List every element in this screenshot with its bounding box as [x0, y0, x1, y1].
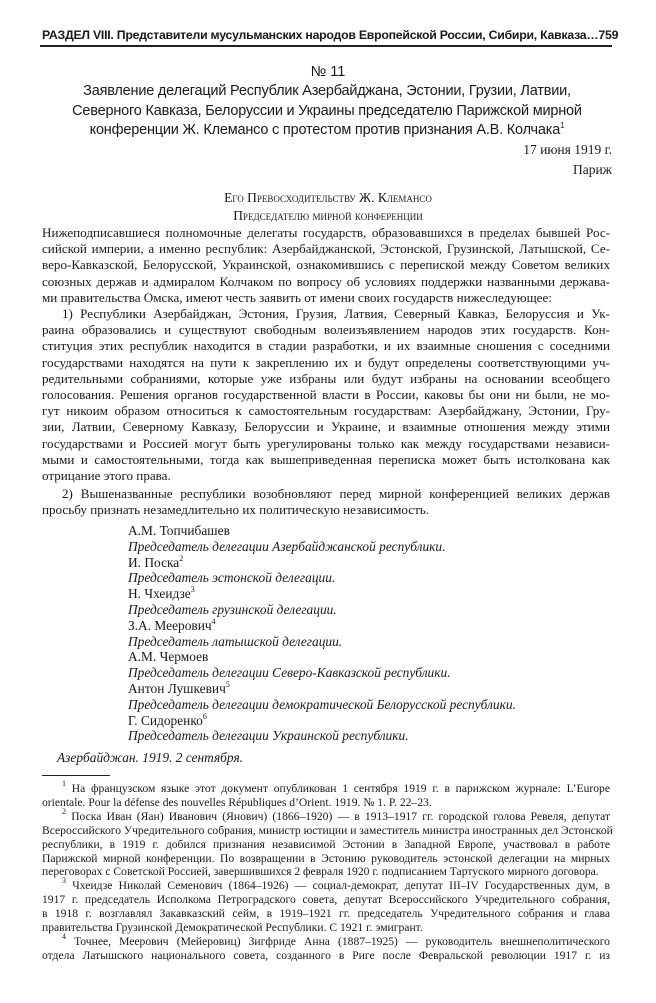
- paragraph-line: веро-Кавказской, Белорусской, Украинской, ознакомившись с перепиской между Советом великих: [42, 257, 610, 273]
- signatory-title: Председатель делегации Северо-Кавказской республики.: [128, 665, 451, 681]
- paragraph-line: ституция этих республик находится в стадии разработки, и их взаимные сношения с соседними: [42, 338, 610, 354]
- document-body: [42, 225, 610, 519]
- footnote-number: 2: [62, 806, 66, 816]
- footnote-number: 1: [62, 779, 66, 788]
- signatory-name-text: Антон Лушкевич: [128, 680, 226, 696]
- paragraph: [42, 486, 610, 518]
- title-line: конференции Ж. Клемансо с протестом против признания А.В. Колчака: [89, 122, 561, 138]
- footnote-ref[interactable]: 4: [211, 616, 216, 626]
- paragraph: [42, 225, 610, 306]
- footnote-text: правительства Грузинской Демократической Республики. С 1921 г. эмигрант.: [42, 921, 423, 935]
- signatory-title: Председатель латышской делегации.: [128, 633, 343, 649]
- paragraph-line: зии, Латвии, Северному Кавказу, Белоруссии и Украине, и взаимные отношения между этими: [42, 419, 610, 435]
- footnote-number: 3: [62, 876, 66, 886]
- document-place: Париж: [572, 162, 612, 177]
- signatory-name: [128, 618, 516, 634]
- footnote-line: [42, 852, 610, 866]
- page-number: 759: [598, 28, 619, 42]
- footnote-text: Всероссийского Учредительного собрания, министр юстиции и заместитель министра иностранных дел Эстонской: [42, 823, 613, 837]
- signatory-title: Председатель делегации Украинской республики.: [128, 728, 409, 744]
- signatory-name: [128, 713, 516, 729]
- paragraph-line: голосования. Решения органов государственной власти в России, каковы бы они ни были, не мо-: [42, 387, 610, 403]
- paragraph-line: государствами и Россией могут быть урегулированы только как между государствами независи-: [42, 435, 610, 451]
- signatory-title: Председатель эстонской делегации.: [128, 570, 336, 586]
- paragraph: [42, 306, 610, 484]
- footnote: [42, 876, 610, 935]
- footnote-number: 4: [62, 931, 66, 941]
- paragraph-line: просьбу признать незамедлительно их политическую независимость.: [42, 502, 430, 518]
- signatory-name-text: З.А. Меерович: [128, 617, 212, 633]
- running-header: [42, 28, 619, 42]
- paragraph-line: отрицание этого права.: [42, 468, 171, 484]
- footnote-line: [42, 893, 610, 907]
- footnote-ref[interactable]: 2: [179, 553, 184, 563]
- signatory-name-text: Н. Чхеидзе: [128, 586, 191, 602]
- paragraph-line: союзных держав и адмиралом Колчаком по вопросу об условиях поддержки названными держава-: [42, 273, 610, 289]
- footnote-ref[interactable]: 1: [560, 121, 565, 130]
- footnote-text: Парижской мирной конференции. По возвращении в Эстонию руководитель эстонской делегации на мирных: [42, 851, 610, 865]
- signatory-title: Председатель делегации демократической Белорусской республики.: [128, 696, 516, 712]
- signatory-name-text: И. Поска: [128, 554, 180, 570]
- paragraph-line: ми правительства Омска, имеют честь заявить от имени своих государств нижеследующее:: [42, 289, 552, 305]
- signatory-title: Председатель грузинской делегации.: [128, 601, 337, 617]
- footnote-text: 1917 г. председатель Исполкома Петроградского совета, депутат Всероссийского Учредительного собрания,: [42, 893, 610, 907]
- footnote-text: республики, в 1919 г. добился признания независимой Эстонии в Западной Европе, участвовал в работе: [42, 837, 610, 851]
- signatory-title: Председатель делегации Азербайджанской республики.: [128, 538, 446, 554]
- footnote-line: [42, 921, 610, 935]
- footnote-line: [42, 865, 610, 879]
- document-title: [40, 82, 614, 141]
- header-rule: [40, 45, 612, 47]
- footnote-text: Поска Иван (Яан) Иванович (Янович) (1866–1920) — в 1913–1917 гг. городской голова Ревеля, депутат: [71, 809, 611, 823]
- paragraph-line: 1) Республики Азербайджан, Эстония, Грузия, Латвия, Северный Кавказ, Белоруссия и Ук-: [62, 306, 610, 322]
- footnote-text: На французском языке этот документ опубликован 1 сентября 1919 г. в парижском журнале: L’Europe: [71, 782, 610, 795]
- document-number: № 11: [310, 64, 346, 80]
- signatory-name: [128, 523, 516, 539]
- paragraph-line: государствами находятся на пути к закреплению их и будут определены соответствующими уч-: [42, 354, 610, 370]
- footnote-line: [42, 949, 610, 963]
- paragraph-line: сийской империи, а именно республик: Азербайджанской, Эстонской, Грузинской, Латышской, Се-: [42, 241, 610, 257]
- footnote-line: [42, 876, 610, 893]
- paragraph-line: Нижеподписавшиеся полномочные делегаты государств, образовавшихся в пределах бывшей Рос-: [42, 225, 610, 240]
- footnote-rule: [42, 775, 110, 776]
- footnote-text: переговорах с Советской Россией, завершившихся 2 февраля 1920 г. подписанием Тартуского мирного договора.: [42, 865, 599, 879]
- signatory-name-text: Г. Сидоренко: [128, 712, 203, 728]
- addressee-line: Председателю мирной конференции: [233, 208, 423, 223]
- footnote-line: [42, 779, 610, 796]
- footnote-ref[interactable]: 5: [225, 679, 230, 689]
- footnote-line: [42, 838, 610, 852]
- paragraph-line: раина образовались и существуют свободным волеизъявлением народов этих государств. Кон-: [42, 322, 610, 338]
- footnote-text: в 1918 г. возглавлял Закавказский сейм, в 1919–1921 гг. председатель Учредительного собрания и глава: [42, 907, 610, 921]
- footnote: [42, 779, 610, 810]
- paragraph-line: 2) Вышеназванные республики возобновляют перед мирной конференцией великих держав: [62, 486, 610, 502]
- footnote-text: Чхеидзе Николай Семенович (1864–1926) — социал-демократ, депутат III–IV Государственных дум, в: [72, 879, 610, 893]
- signatory-name: [128, 555, 516, 571]
- footnotes: [42, 779, 613, 963]
- footnote-line: [42, 907, 610, 921]
- source-line: Азербайджан. 1919. 2 сентября.: [57, 750, 244, 765]
- footnote: [42, 931, 610, 963]
- footnote-ref[interactable]: 3: [190, 585, 195, 595]
- footnote-ref[interactable]: 6: [202, 711, 207, 721]
- signatory-name-text: А.М. Чермоев: [128, 649, 209, 665]
- section-title: РАЗДЕЛ VIII. Представители мусульманских народов Европейской России, Сибири, Кавказа…: [42, 28, 599, 42]
- title-line: Северного Кавказа, Белоруссии и Украины председателю Парижской мирной: [72, 102, 582, 119]
- addressee-line: Его Превосходительству Ж. Клемансо: [224, 190, 432, 205]
- footnote: [42, 806, 613, 880]
- document-date: 17 июня 1919 г.: [523, 142, 612, 157]
- signatures: [128, 523, 516, 744]
- footnote-line: [42, 931, 610, 949]
- paragraph-line: мыми и самостоятельными, тогда как вышеприведенная переписка может быть истолкована как: [42, 451, 610, 467]
- paragraph-line: редительными собраниями, которые уже избраны или будут избраны на основании всеобщего: [42, 370, 610, 386]
- footnote-line: [42, 806, 611, 824]
- title-line: Заявление делегаций Республик Азербайджана, Эстонии, Грузии, Латвии,: [83, 83, 571, 99]
- signatory-name-text: А.М. Топчибашев: [128, 523, 230, 538]
- footnote-text: отдела Латышского национального совета, созданного в Риге после Февральской революции 1917 г. из: [42, 948, 610, 962]
- paragraph-line: гут никоим образом относиться к самостоятельным государствам: Азербайджану, Эстонии, Гру-: [42, 403, 610, 419]
- signatory-name: [128, 681, 516, 697]
- signatory-name: [128, 649, 516, 665]
- footnote-text: orientale. Pour la défense des nouvelles Républiques d’Orient. 1919. № 1. P. 22–23.: [42, 795, 432, 809]
- footnote-line: [42, 796, 610, 810]
- footnote-line: [42, 823, 613, 838]
- footnote-text: Точнее, Меерович (Мейеровиц) Зигфриде Анна (1887–1925) — руководитель внешнеполитического: [74, 934, 610, 948]
- signatory-name: [128, 586, 516, 602]
